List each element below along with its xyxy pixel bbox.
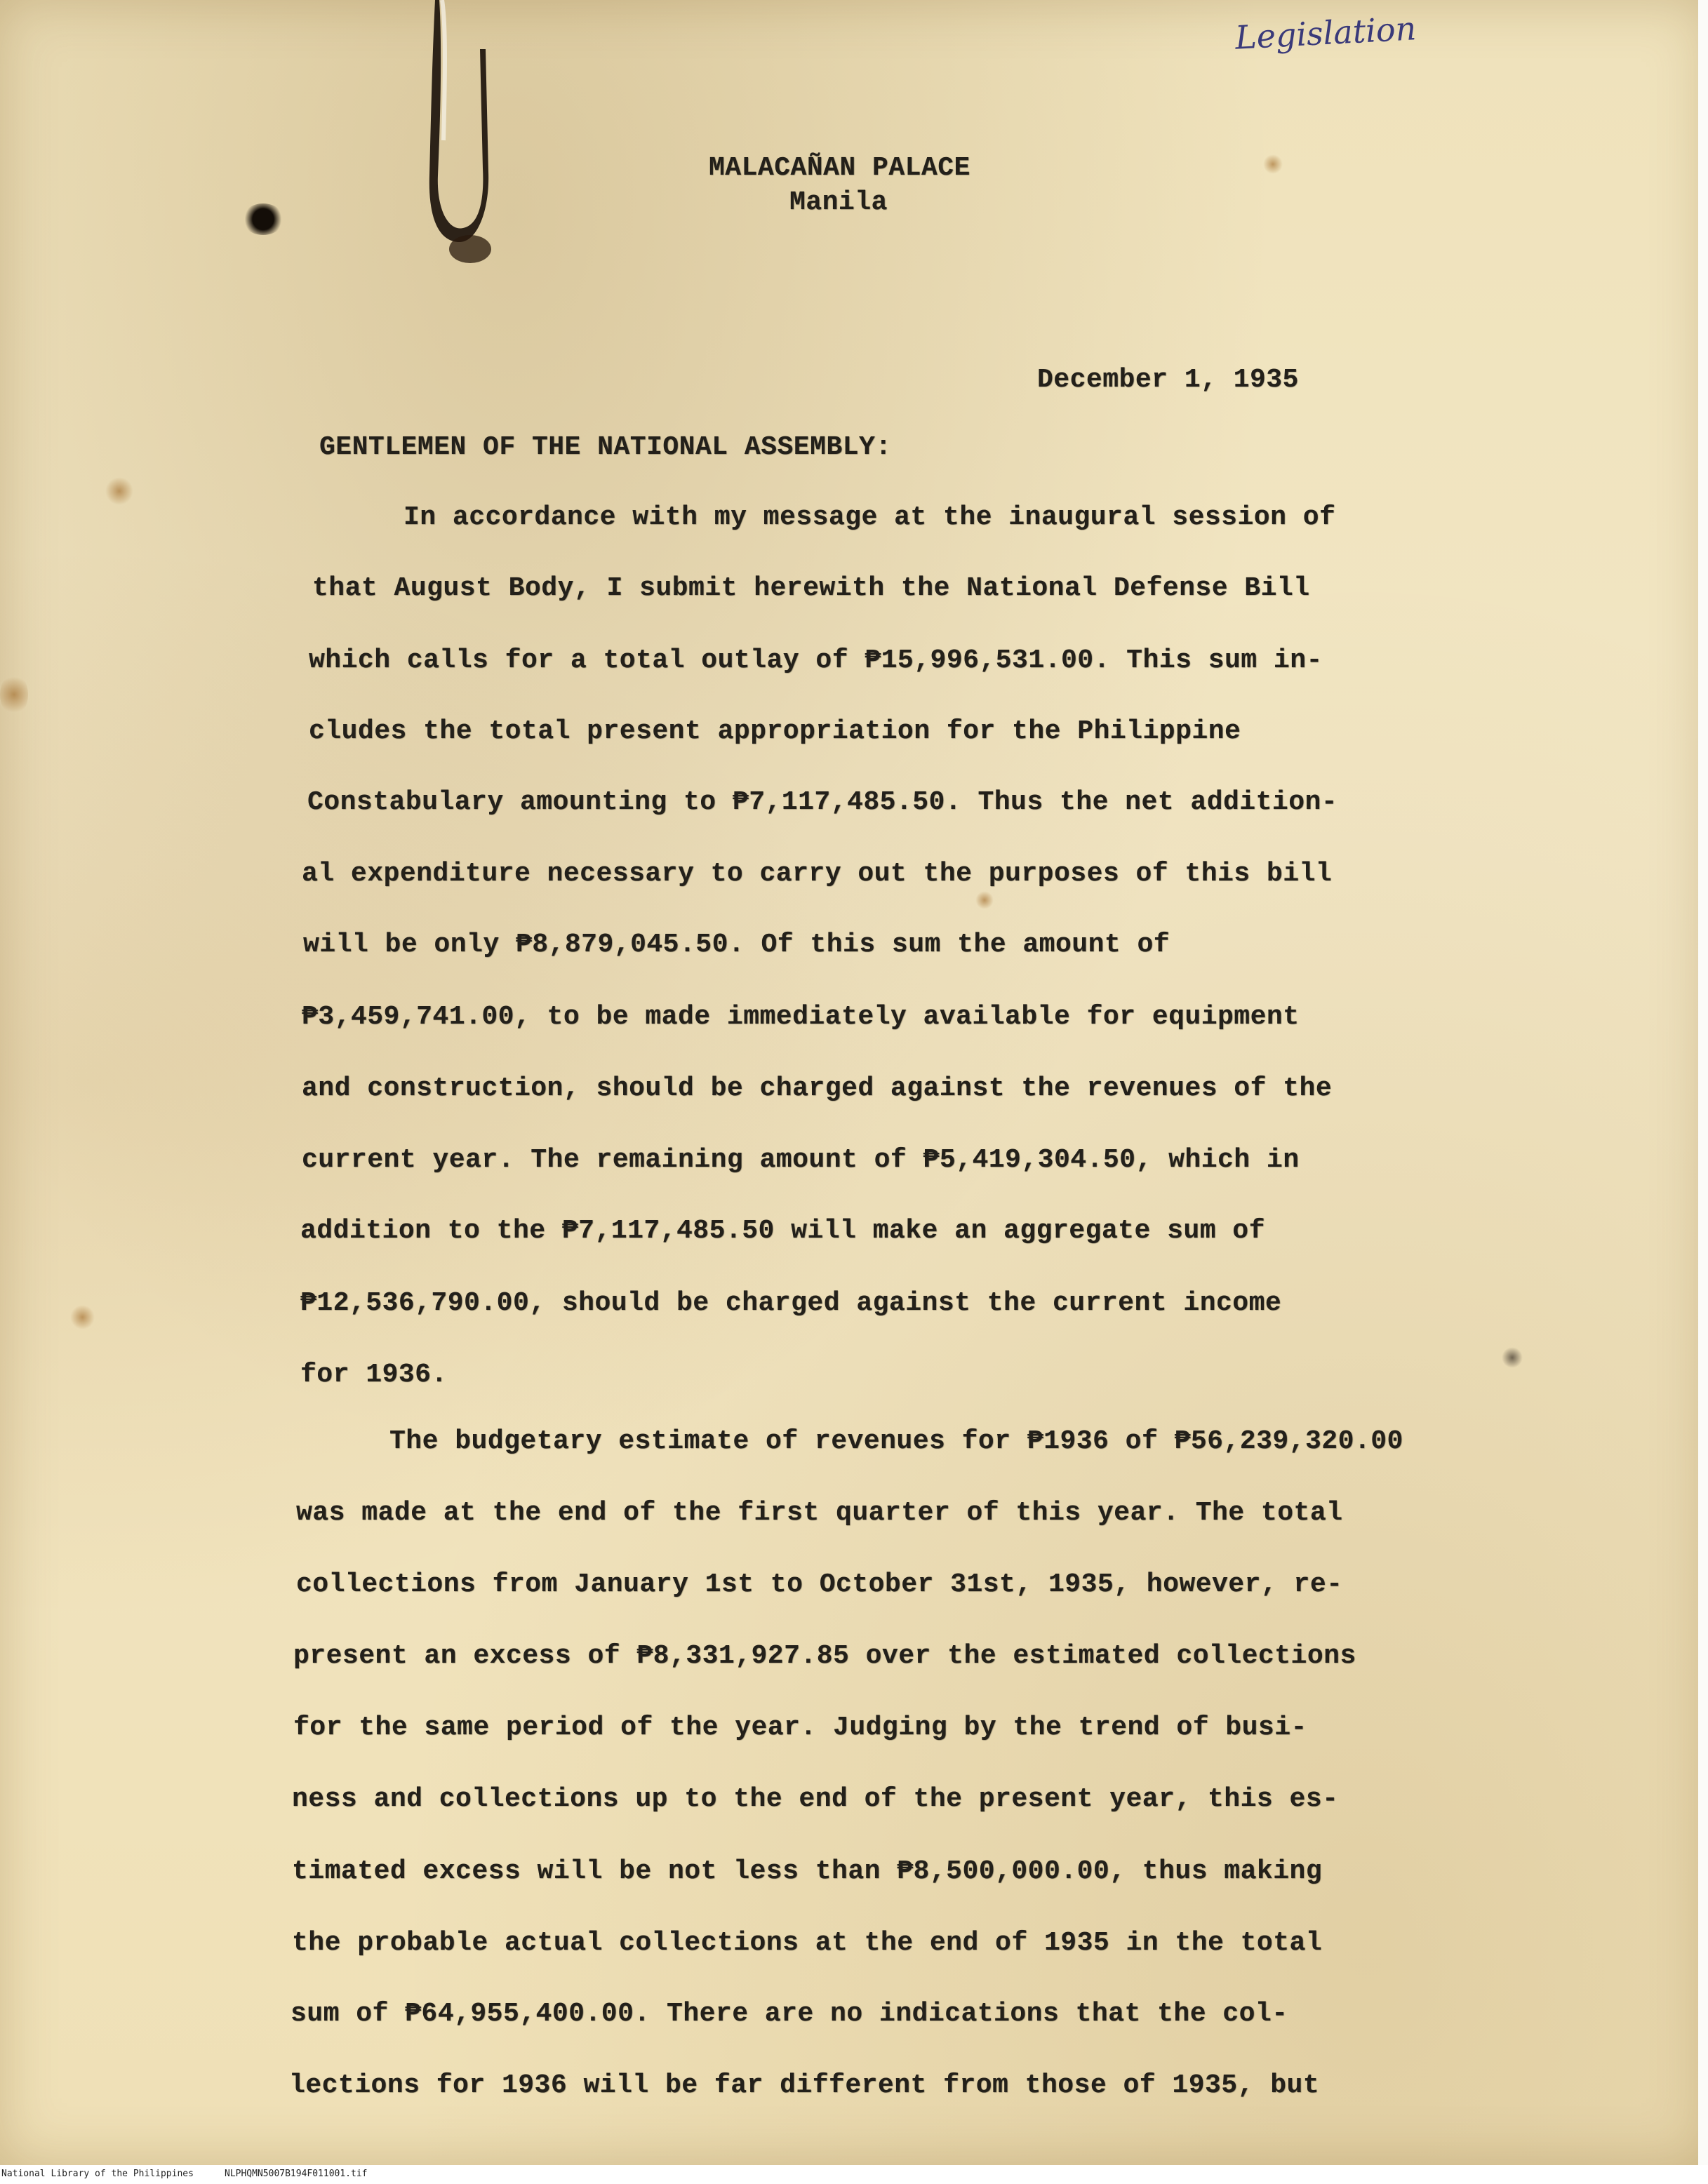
paragraph-1-line: ₱12,536,790.00, should be charged against the current income bbox=[300, 1288, 1282, 1318]
stain-spot bbox=[105, 477, 133, 505]
paragraph-2-line: collections from January 1st to October 31st, 1935, however, re- bbox=[296, 1569, 1343, 1600]
stain-spot bbox=[975, 891, 994, 909]
paragraph-1-line: and construction, should be charged against the revenues of the bbox=[302, 1073, 1333, 1104]
paragraph-2-line: for the same period of the year. Judging by the trend of busi- bbox=[293, 1713, 1307, 1743]
stain-spot bbox=[70, 1305, 95, 1329]
paragraph-1-line: which calls for a total outlay of ₱15,996,531.00. This sum in- bbox=[309, 645, 1323, 676]
paragraph-2-line: The budgetary estimate of revenues for ₱1936 of ₱56,239,320.00 bbox=[389, 1426, 1403, 1456]
paragraph-1-line: that August Body, I submit herewith the National Defense Bill bbox=[312, 573, 1310, 603]
paper-clip-rust-stain bbox=[421, 0, 505, 267]
paragraph-2-line: was made at the end of the first quarter of this year. The total bbox=[296, 1498, 1343, 1528]
paragraph-1-line: for 1936. bbox=[300, 1360, 448, 1390]
footer-file-name: NLPHQMN5007B194F011001.tif bbox=[225, 2169, 368, 2179]
paragraph-1-line: cludes the total present appropriation for the Philippine bbox=[309, 716, 1241, 746]
ink-blot bbox=[242, 203, 284, 235]
letter-date: December 1, 1935 bbox=[1037, 365, 1299, 395]
paragraph-2-line: sum of ₱64,955,400.00. There are no indications that the col- bbox=[291, 1999, 1288, 2029]
paragraph-2-line: ness and collections up to the end of the present year, this es- bbox=[292, 1784, 1339, 1814]
paragraph-2-line: the probable actual collections at the end of 1935 in the total bbox=[292, 1928, 1323, 1958]
paragraph-1-line: current year. The remaining amount of ₱5,419,304.50, which in bbox=[302, 1145, 1300, 1175]
paragraph-1-line: al expenditure necessary to carry out the purposes of this bill bbox=[302, 859, 1333, 889]
footer-library-name: National Library of the Philippines bbox=[1, 2169, 194, 2179]
letterhead-location: Manila bbox=[789, 187, 888, 217]
stain-spot bbox=[1502, 1347, 1523, 1368]
salutation: GENTLEMEN OF THE NATIONAL ASSEMBLY: bbox=[319, 432, 892, 462]
paragraph-1-line: In accordance with my message at the inaugural session of bbox=[403, 502, 1336, 532]
paragraph-2-line: present an excess of ₱8,331,927.85 over the estimated collections bbox=[293, 1641, 1356, 1671]
paragraph-1-line: addition to the ₱7,117,485.50 will make an aggregate sum of bbox=[300, 1216, 1265, 1246]
paragraph-1-line: Constabulary amounting to ₱7,117,485.50. Thus the net addition- bbox=[307, 787, 1338, 817]
stain-spot bbox=[0, 674, 28, 716]
paragraph-2-line: lections for 1936 will be far different from those of 1935, but bbox=[289, 2070, 1320, 2101]
letterhead-title: MALACAÑAN PALACE bbox=[709, 153, 970, 183]
scan-edge bbox=[1698, 0, 1708, 2165]
stain-spot bbox=[1263, 154, 1283, 174]
paragraph-2-line: timated excess will be not less than ₱8,500,000.00, thus making bbox=[292, 1856, 1323, 1887]
handwritten-annotation: Legislation bbox=[1234, 9, 1417, 57]
paragraph-1-line: will be only ₱8,879,045.50. Of this sum the amount of bbox=[303, 930, 1170, 960]
paragraph-1-line: ₱3,459,741.00, to be made immediately available for equipment bbox=[302, 1002, 1300, 1032]
